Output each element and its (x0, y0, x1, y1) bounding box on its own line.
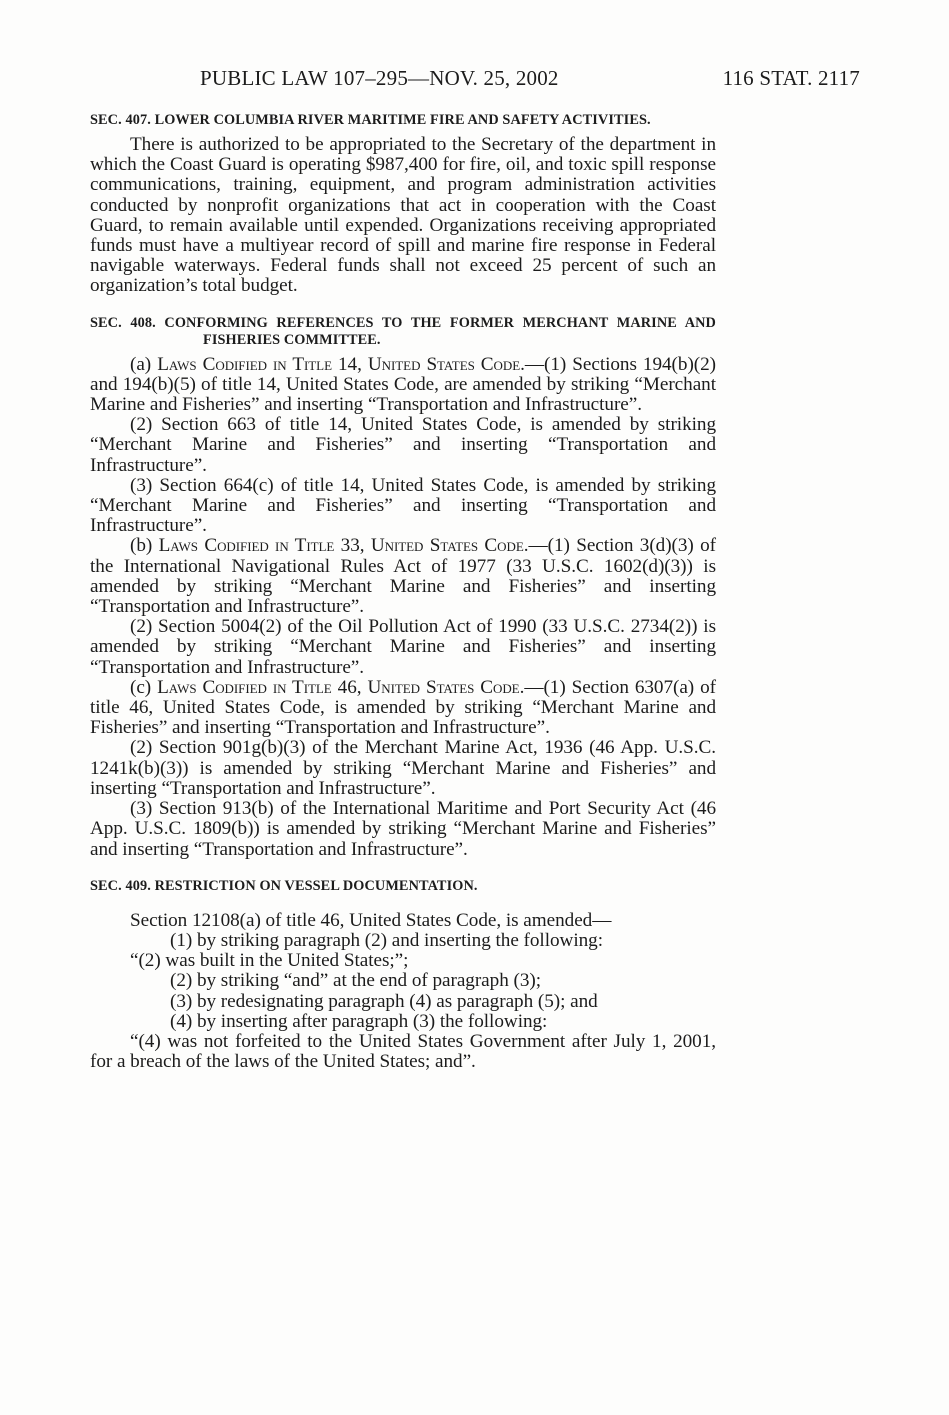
subsection-c-caption: Laws Codified in Title 46, United States Code. (157, 676, 525, 698)
subsection-a-paragraph-3: (3) Section 664(c) of title 14, United States Code, is amended by striking “Merchant Marine and Fisheries” and inserting “Transportation and Infrastructure”. (90, 474, 716, 537)
subsection-a-paragraph-1 (90, 355, 716, 416)
subsection-c-paragraph-1 (90, 678, 716, 739)
law-citation: PUBLIC LAW 107–295—NOV. 25, 2002 (200, 66, 559, 90)
subsection-b-caption: Laws Codified in Title 33, United States Code. (158, 535, 529, 557)
subsection-a-caption: Laws Codified in Title 14, United States Code. (157, 353, 525, 375)
subsection-a-label: (a) (130, 353, 152, 375)
running-head (200, 66, 860, 96)
subsection-c-label: (c) (130, 676, 152, 698)
section-407-title: LOWER COLUMBIA RIVER MARITIME FIRE AND SAFETY ACTIVITIES. (154, 112, 651, 128)
section-409-item-4: (4) by inserting after paragraph (3) the following: (170, 1010, 548, 1032)
document-body (90, 112, 716, 1072)
subsection-b-label: (b) (130, 535, 153, 557)
section-407-heading (90, 112, 716, 129)
section-409-item-3: (3) by redesignating paragraph (4) as paragraph (5); and (170, 990, 598, 1012)
section-409-item-1-quote: “(2) was built in the United States;”; (130, 950, 409, 972)
subsection-b-paragraph-1 (90, 536, 716, 617)
section-409-title: RESTRICTION ON VESSEL DOCUMENTATION. (154, 877, 478, 894)
section-408-heading (90, 315, 716, 349)
subsection-c-paragraph-3: (3) Section 913(b) of the International Maritime and Port Security Act (46 App. U.S.C. 1809(b)) is amended by striking “Merchant Marine and Fisheries” and inserting “Transportation and Infrastructure”. (90, 798, 716, 860)
subsection-b-paragraph-2: (2) Section 5004(2) of the Oil Pollution Act of 1990 (33 U.S.C. 2734(2)) is amended by striking “Merchant Marine and Fisheries” and inserting “Transportation and Infrastructure”. (90, 616, 716, 678)
section-409-number: SEC. 409. (90, 877, 151, 894)
section-407-number: SEC. 407. (90, 112, 151, 128)
section-409-item-2: (2) by striking “and” at the end of paragraph (3); (170, 970, 541, 992)
subsection-a-1-text: —(1) Sections 194(b)(2) and 194(b)(5) of title 14, United States Code, are amended by striking “Merchant Marine and Fisheries” and inserting “Transportation and Infrastructure”. (90, 353, 717, 416)
statute-page-number: 116 STAT. 2117 (722, 66, 860, 90)
section-408-number: SEC. 408. (90, 314, 156, 331)
section-409-heading (90, 878, 716, 895)
section-408-title: CONFORMING REFERENCES TO THE FORMER MERCHANT MARINE AND FISHERIES COMMITTEE. (164, 314, 716, 348)
subsection-c-1-text: —(1) Section 6307(a) of title 46, United States Code, is amended by striking “Merchant Marine and Fisheries” and inserting “Transportation and Infrastructure”. (90, 676, 716, 739)
subsection-b-1-text: —(1) Section 3(d)(3) of the International Navigational Rules Act of 1977 (33 U.S.C. 1602(d)(3)) is amended by striking “Merchant Marine and Fisheries” and inserting “Transportation and Infrastructure”. (90, 535, 716, 618)
section-409-quote-4: “(4) was not forfeited to the United States Government after July 1, 2001, for a breach of the laws of the United States; and”. (90, 1030, 716, 1073)
section-407-text: There is authorized to be appropriated to the Secretary of the department in which the Coast Guard is operating $987,400 for fire, oil, and toxic spill response communications, training, equipment, and program administration activities conducted by nonprofit organizations that act in cooperation with the Coast Guard, to remain available until expended. Organizations receiving appropriated funds must have a multiyear record of spill and marine fire response in Federal navigable waterways. Federal funds shall not exceed 25 percent of such an organization’s total budget. (90, 134, 716, 297)
section-409-item-1: (1) by striking paragraph (2) and inserting the following: (170, 929, 603, 951)
subsection-a-paragraph-2: (2) Section 663 of title 14, United States Code, is amended by striking “Merchant Marine and Fisheries” and inserting “Transportation and Infrastructure”. (90, 414, 716, 476)
subsection-c-paragraph-2: (2) Section 901g(b)(3) of the Merchant Marine Act, 1936 (46 App. U.S.C. 1241k(b)(3)) is amended by striking “Merchant Marine and Fisheries” and inserting “Transportation and Infrastructure”. (90, 737, 716, 799)
section-409-intro: Section 12108(a) of title 46, United States Code, is amended— (130, 909, 612, 931)
